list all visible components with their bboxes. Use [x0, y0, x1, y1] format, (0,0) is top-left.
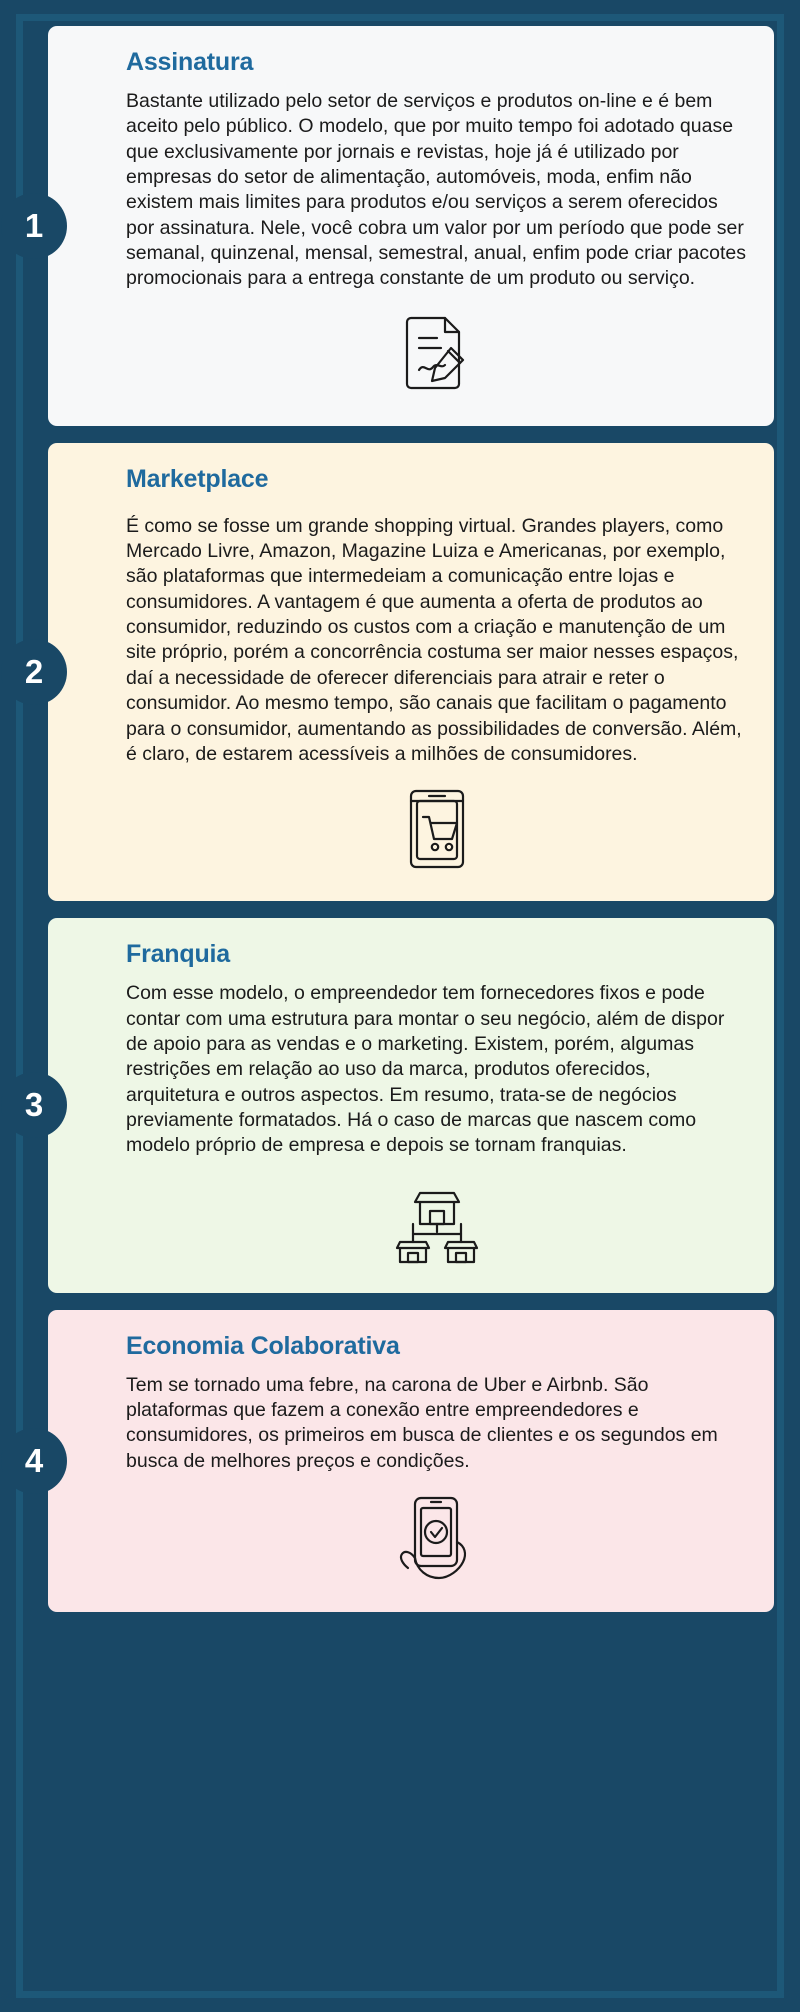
card-title: Franquia	[126, 940, 230, 969]
card-assinatura	[24, 26, 774, 426]
card-body-text: Tem se tornado uma febre, na carona de Uber e Airbnb. São plataformas que fazem a conexão entre empreendedores e consumidores, os primeiros em busca de clientes e os segundos em busca de melhores preços e condições.	[126, 1373, 718, 1472]
storefront-network-icon	[126, 1175, 748, 1267]
card-body-text: Com esse modelo, o empreendedor tem fornecedores fixos e pode contar com uma estrutura para montar o seu negócio, além de dispor de apoio para as vendas e o marketing. Existem, porém, algumas restrições em relação ao uso da marca, produtos oferecidos, arquitetura e outros aspectos. Em resumo, trata-se de negócios previamente formatados. Há o caso de marcas que nascem como modelo próprio de empresa e depois se tornam franquias.	[126, 982, 725, 1157]
card-title: Assinatura	[126, 48, 254, 76]
mobile-shopping-cart-icon	[126, 783, 748, 875]
signed-document-pen-icon	[126, 308, 748, 400]
card-number-badge: 1	[1, 193, 67, 259]
hand-holding-phone-check-icon	[126, 1490, 748, 1586]
card-franquia	[24, 918, 774, 1292]
card-body-text: É como se fosse um grande shopping virtual. Grandes players, como Mercado Livre, Amazon, Magazine Luiza e Americanas, por exemplo, são plataformas que intermedeiam a comunicação entre lojas e consumidores. A vantagem é que aumenta a oferta de produtos ao consumidor, reduzindo os custos com a criação e manutenção de um site próprio, porém a concorrência costuma ser maior nesses espaços, daí a necessidade de oferecer diferenciais para atrair e reter o consumidor. Ao mesmo tempo, são canais que facilitam o pagamento para o consumidor, aumentando as possibilidades de conversão. Além, é claro, de estarem acessíveis a milhões de consumidores.	[126, 514, 742, 765]
card-title: Economia Colaborativa	[126, 1331, 400, 1360]
card-economia-colaborativa	[24, 1310, 774, 1612]
card-title: Marketplace	[126, 464, 269, 493]
card-body-text: Bastante utilizado pelo setor de serviços e produtos on-line e é bem aceito pelo público. O modelo, que por muito tempo foi adotado quase que exclusivamente por jornais e revistas, hoje já é utilizado por empresas do setor de alimentação, automóveis, moda, enfim não existem mais limites para produtos e/ou serviços a serem oferecidos por assinatura. Nele, você cobra um valor por um período que pode ser semanal, quinzenal, mensal, semestral, anual, enfim pode criar pacotes promocionais para a entrega constante de um produto ou serviço.	[126, 90, 746, 290]
card-marketplace	[24, 443, 774, 901]
card-number-badge: 4	[1, 1428, 67, 1494]
card-number-badge: 2	[1, 639, 67, 705]
card-number-badge: 3	[1, 1072, 67, 1138]
cards-list	[0, 20, 800, 1649]
